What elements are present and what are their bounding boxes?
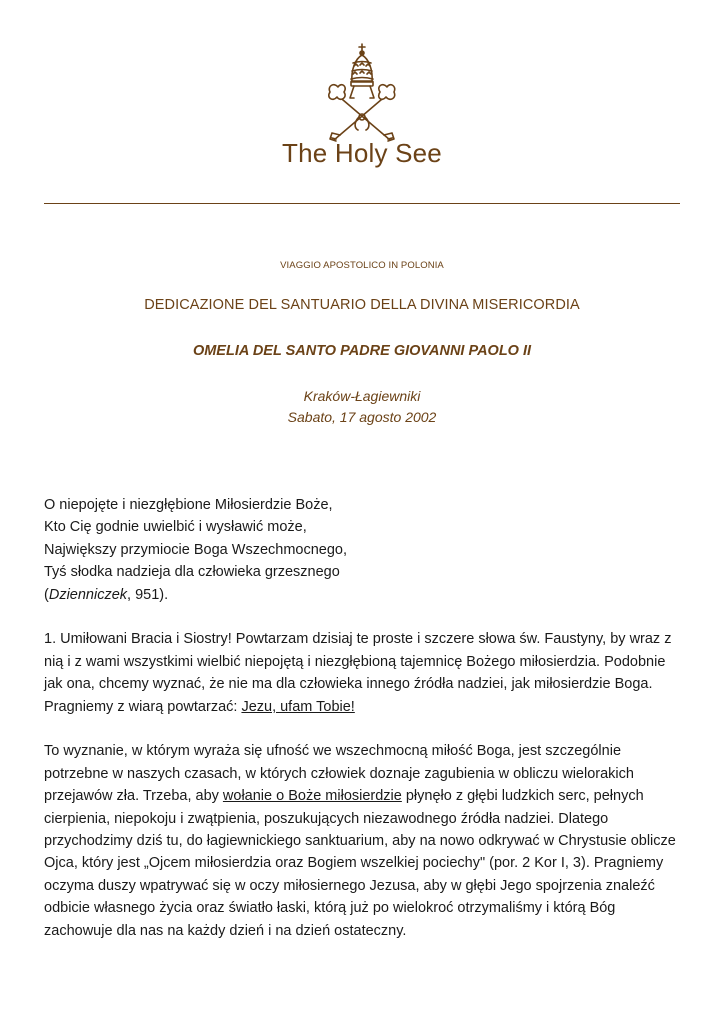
page-header <box>0 0 724 210</box>
paragraph-line <box>44 785 684 807</box>
poem-stanza <box>44 494 684 606</box>
poem-line: Kto Cię godnie uwielbić i wysławić może, <box>44 519 307 536</box>
site-title[interactable]: The Holy See <box>282 138 442 168</box>
place-line: Kraków-Łagiewniki <box>303 388 421 404</box>
paragraph-line: jak ona, chcemy wyznać, że nie ma dla człowieka innego źródła nadziei, jak miłosierdzie Boga. <box>44 676 653 693</box>
citation-open: ( <box>44 586 49 603</box>
paragraph-line: Ojca, który jest „Ojcem miłosierdzia oraz Bogiem wszelkiej pociechy" (por. 2 Kor I, 3). Pragniemy <box>44 855 664 872</box>
date-line: Sabato, 17 agosto 2002 <box>287 409 437 425</box>
paragraph-text: Pragniemy z wiarą powtarzać: <box>44 698 242 715</box>
trip-title: VIAGGIO APOSTOLICO IN POLONIA <box>280 260 444 271</box>
paragraph-line: potrzebne w naszych czasach, w których człowiek doznaje zagubienia w obliczu wielorakich <box>44 765 634 782</box>
papal-keys-tiara-emblem-icon <box>318 42 406 146</box>
paragraph-1 <box>44 628 684 718</box>
homily-title: OMELIA DEL SANTO PADRE GIOVANNI PAOLO II <box>192 343 532 359</box>
paragraph-line: przychodzimy dziś tu, do łagiewnickiego sanktuarium, aby na nowo odkrywać w Chrystusie oblicze <box>44 833 676 850</box>
poem-line: Największy przymiocie Boga Wszechmocnego, <box>44 541 347 558</box>
paragraph-2 <box>44 740 684 942</box>
paragraph-text: płynęło z głębi ludzkich serc, pełnych <box>401 788 644 805</box>
poem-line: O niepojęte i niezgłębione Miłosierdzie Boże, <box>44 497 333 513</box>
poem-citation <box>44 584 684 606</box>
paragraph-text: przejawów zła. Trzeba, aby <box>44 788 223 805</box>
poem-line: Tyś słodka nadzieja dla człowieka grzesznego <box>44 564 340 581</box>
paragraph-line: oczyma duszy wpatrywać się w oczy miłosiernego Jezusa, aby w głębi Jego spojrzenia znaleźć <box>44 877 655 894</box>
paragraph-line: 1. Umiłowani Bracia i Siostry! Powtarzam dzisiaj te proste i szczere słowa św. Faustyny, by wraz z <box>44 631 672 648</box>
citation-close: , 951). <box>127 586 169 603</box>
paragraph-line: odbicie własnego życia oraz światło łaski, którą już po wielokroć otrzymaliśmy i którą Bóg <box>44 900 616 917</box>
paragraph-line: zachowuje dla nas na każdy dzień i na dzień ostateczny. <box>44 922 407 939</box>
paragraph-line: nią i z wami wszystkimi wielbić niepojętą i niezgłębioną tajemnicę Bożego miłosierdzia. Podobnie <box>44 653 666 670</box>
homily-body <box>44 494 684 964</box>
wolanie-o-boze-milosierdzie-link[interactable]: wołanie o Boże miłosierdzie <box>222 788 402 805</box>
paragraph-line <box>44 696 684 718</box>
paragraph-line: cierpienia, niepokoju i zwątpienia, poszukujących niezawodnego źródła nadziei. Dlatego <box>44 810 609 827</box>
header-divider <box>44 203 680 204</box>
citation-title: Dzienniczek <box>48 586 128 603</box>
paragraph-line: To wyznanie, w którym wyraża się ufność we wszechmocną miłość Boga, jest szczególnie <box>44 743 622 760</box>
jezu-ufam-tobie-link[interactable]: Jezu, ufam Tobie! <box>241 698 355 715</box>
dedication-title: DEDICAZIONE DEL SANTUARIO DELLA DIVINA MISERICORDIA <box>144 297 580 313</box>
